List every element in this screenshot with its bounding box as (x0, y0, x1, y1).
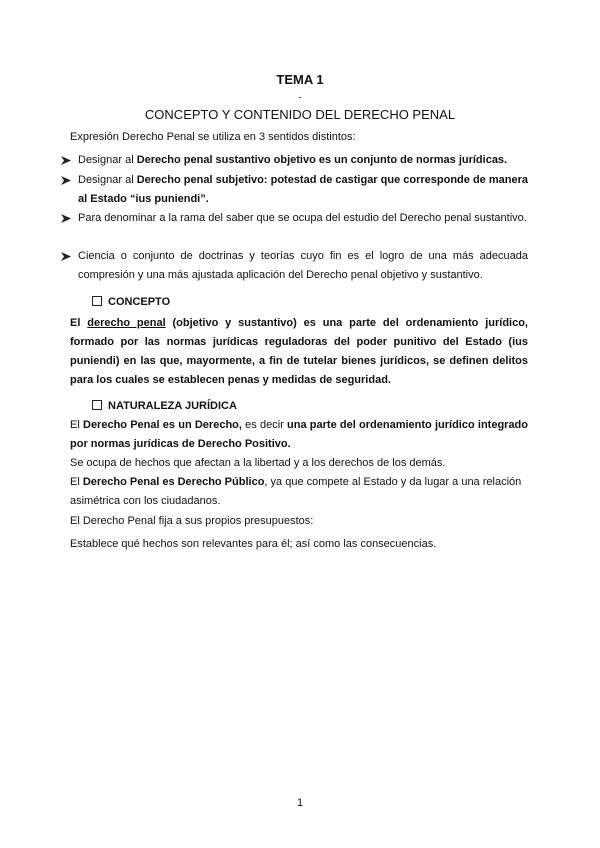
empty-checkbox-icon (92, 296, 102, 306)
intro-text: Expresión Derecho Penal se utiliza en 3 sentidos distintos: (70, 131, 356, 143)
underlined-term: derecho penal (87, 317, 166, 329)
paragraph-text: (objetivo y sustantivo) es una parte del ordenamiento jurídico, formado por las normas jurídicas reguladoras del poder punitivo del Estado (ius puniendi) en las que, mayormente, a fin de tutelar bienes jurídicos, se definen delitos para los cuales se establecen penas y medidas de seguridad. (70, 317, 528, 386)
title-separator: - (298, 92, 302, 102)
section-heading-concepto (92, 293, 170, 312)
list-item-text: Ciencia o conjunto de doctrinas y teorías cuyo fin es el logro de una más adecuada compresión y una más ajustada aplicación del Derecho penal objetivo y sustantivo. (78, 250, 528, 281)
section-heading-label: CONCEPTO (108, 296, 171, 308)
naturaleza-paragraph-2: Se ocupa de hechos que afectan a la libertad y a los derechos de los demás. (70, 457, 446, 469)
naturaleza-paragraph-4: El Derecho Penal fija a sus propios presupuestos: (70, 515, 314, 527)
list-item (78, 247, 528, 285)
arrowhead-right-icon (61, 214, 71, 223)
list-item (78, 209, 528, 228)
naturaleza-paragraph-1 (70, 416, 528, 454)
list-item-text: Para denominar a la rama del saber que se ocupa del estudio del Derecho penal sustantivo. (78, 212, 527, 224)
paragraph-text: , ya que compete al Estado y da lugar a una relación asimétrica con los ciudadanos. (70, 476, 522, 507)
paragraph-text: El (70, 419, 83, 431)
paragraph-text: El (70, 476, 83, 488)
list-item-emphasis: Derecho penal sustantivo objetivo es un conjunto de normas jurídicas. (136, 154, 508, 166)
naturaleza-paragraph-3 (70, 473, 528, 511)
empty-checkbox-icon (92, 400, 102, 410)
list-item (78, 171, 528, 209)
emphasis-text: Derecho Penal es Derecho Público (82, 476, 265, 488)
arrowhead-right-icon (61, 252, 71, 261)
list-item-lead: Designar al (78, 154, 137, 166)
concepto-paragraph (70, 314, 528, 390)
topic-subtitle: CONCEPTO Y CONTENIDO DEL DERECHO PENAL (144, 107, 456, 122)
list-item-lead: Designar al (78, 174, 137, 186)
list-item-emphasis: Derecho penal subjetivo: potestad de castigar que corresponde de manera al Estado “ius puniendi”. (78, 174, 528, 205)
list-item (78, 151, 528, 170)
paragraph-text: es decir (241, 419, 288, 431)
section-heading-naturaleza (92, 397, 237, 416)
arrowhead-right-icon (61, 156, 71, 165)
arrowhead-right-icon (61, 176, 71, 185)
page-number: 1 (296, 797, 304, 809)
naturaleza-paragraph-5: Establece qué hechos son relevantes para él; así como las consecuencias. (70, 538, 437, 550)
paragraph-text: El (70, 317, 88, 329)
topic-title: TEMA 1 (276, 72, 324, 87)
emphasis-text: una parte del ordenamiento jurídico integrado por normas jurídicas de Derecho Positivo. (70, 419, 528, 450)
emphasis-text: Derecho Penal es un Derecho, (83, 419, 242, 431)
section-heading-label: NATURALEZA JURÍDICA (108, 400, 237, 412)
